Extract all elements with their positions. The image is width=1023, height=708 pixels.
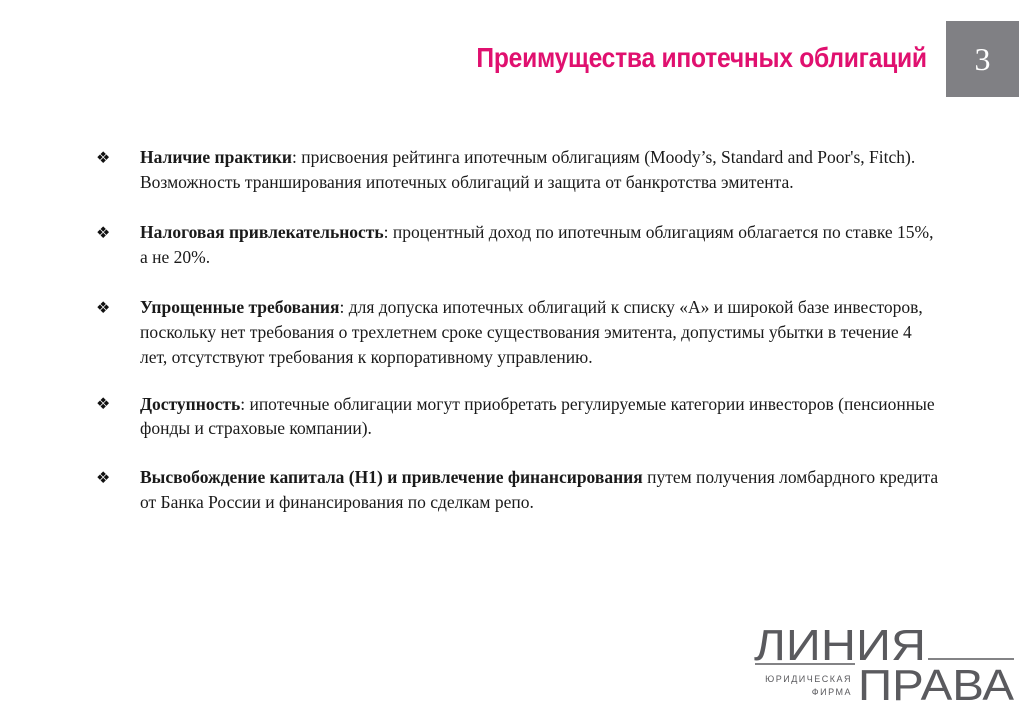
company-logo (752, 620, 1017, 702)
bullet-list (96, 145, 941, 515)
logo-word-1: ЛИНИЯ (754, 621, 926, 670)
slide-title: Преимущества ипотечных облигаций (476, 42, 927, 73)
item-heading: Доступность (140, 394, 241, 414)
diamond-bullet-icon: ❖ (96, 468, 111, 487)
item-text: : ипотечные облигации могут приобретать регулируемые категории инвесторов (пенсионные фонды и страховые компании). (140, 394, 935, 438)
list-item (96, 145, 941, 195)
diamond-bullet-icon: ❖ (96, 394, 111, 413)
item-text: : для допуска ипотечных облигаций к списку «А» и широкой базе инвесторов, поскольку нет требования о трехлетнем сроке существования эмитента, допустимы убытки в течение 4 лет, отсутствуют требования к корпоративному управлению. (140, 297, 923, 367)
logo-subtitle-1: ЮРИДИЧЕСКАЯ (765, 674, 852, 684)
item-text: : присвоения рейтинга ипотечным облигациям (Moody’s, Standard and Poor's, Fitch). Возможность транширования ипотечных облигаций и защита от банкротства эмитента. (140, 147, 916, 192)
logo-word-2: ПРАВА (858, 661, 1015, 702)
list-item (96, 220, 941, 270)
list-item (96, 392, 941, 440)
logo-subtitle-2: ФИРМА (811, 687, 852, 697)
item-heading: Налоговая привлекательность (140, 222, 384, 242)
diamond-bullet-icon: ❖ (96, 298, 111, 317)
item-text: путем получения ломбардного кредита от Банка России и финансирования по сделкам репо. (140, 467, 939, 512)
item-heading: Упрощенные требования (140, 297, 340, 317)
item-heading: Наличие практики (140, 147, 293, 167)
diamond-bullet-icon: ❖ (96, 223, 111, 242)
diamond-bullet-icon: ❖ (96, 148, 111, 167)
list-item (96, 295, 941, 370)
list-item (96, 465, 941, 515)
item-text: : процентный доход по ипотечным облигациям облагается по ставке 15%, а не 20%. (140, 222, 934, 267)
page-number: 3 (946, 21, 1019, 97)
item-heading: Высвобождение капитала (Н1) и привлечение финансирования (140, 467, 643, 487)
